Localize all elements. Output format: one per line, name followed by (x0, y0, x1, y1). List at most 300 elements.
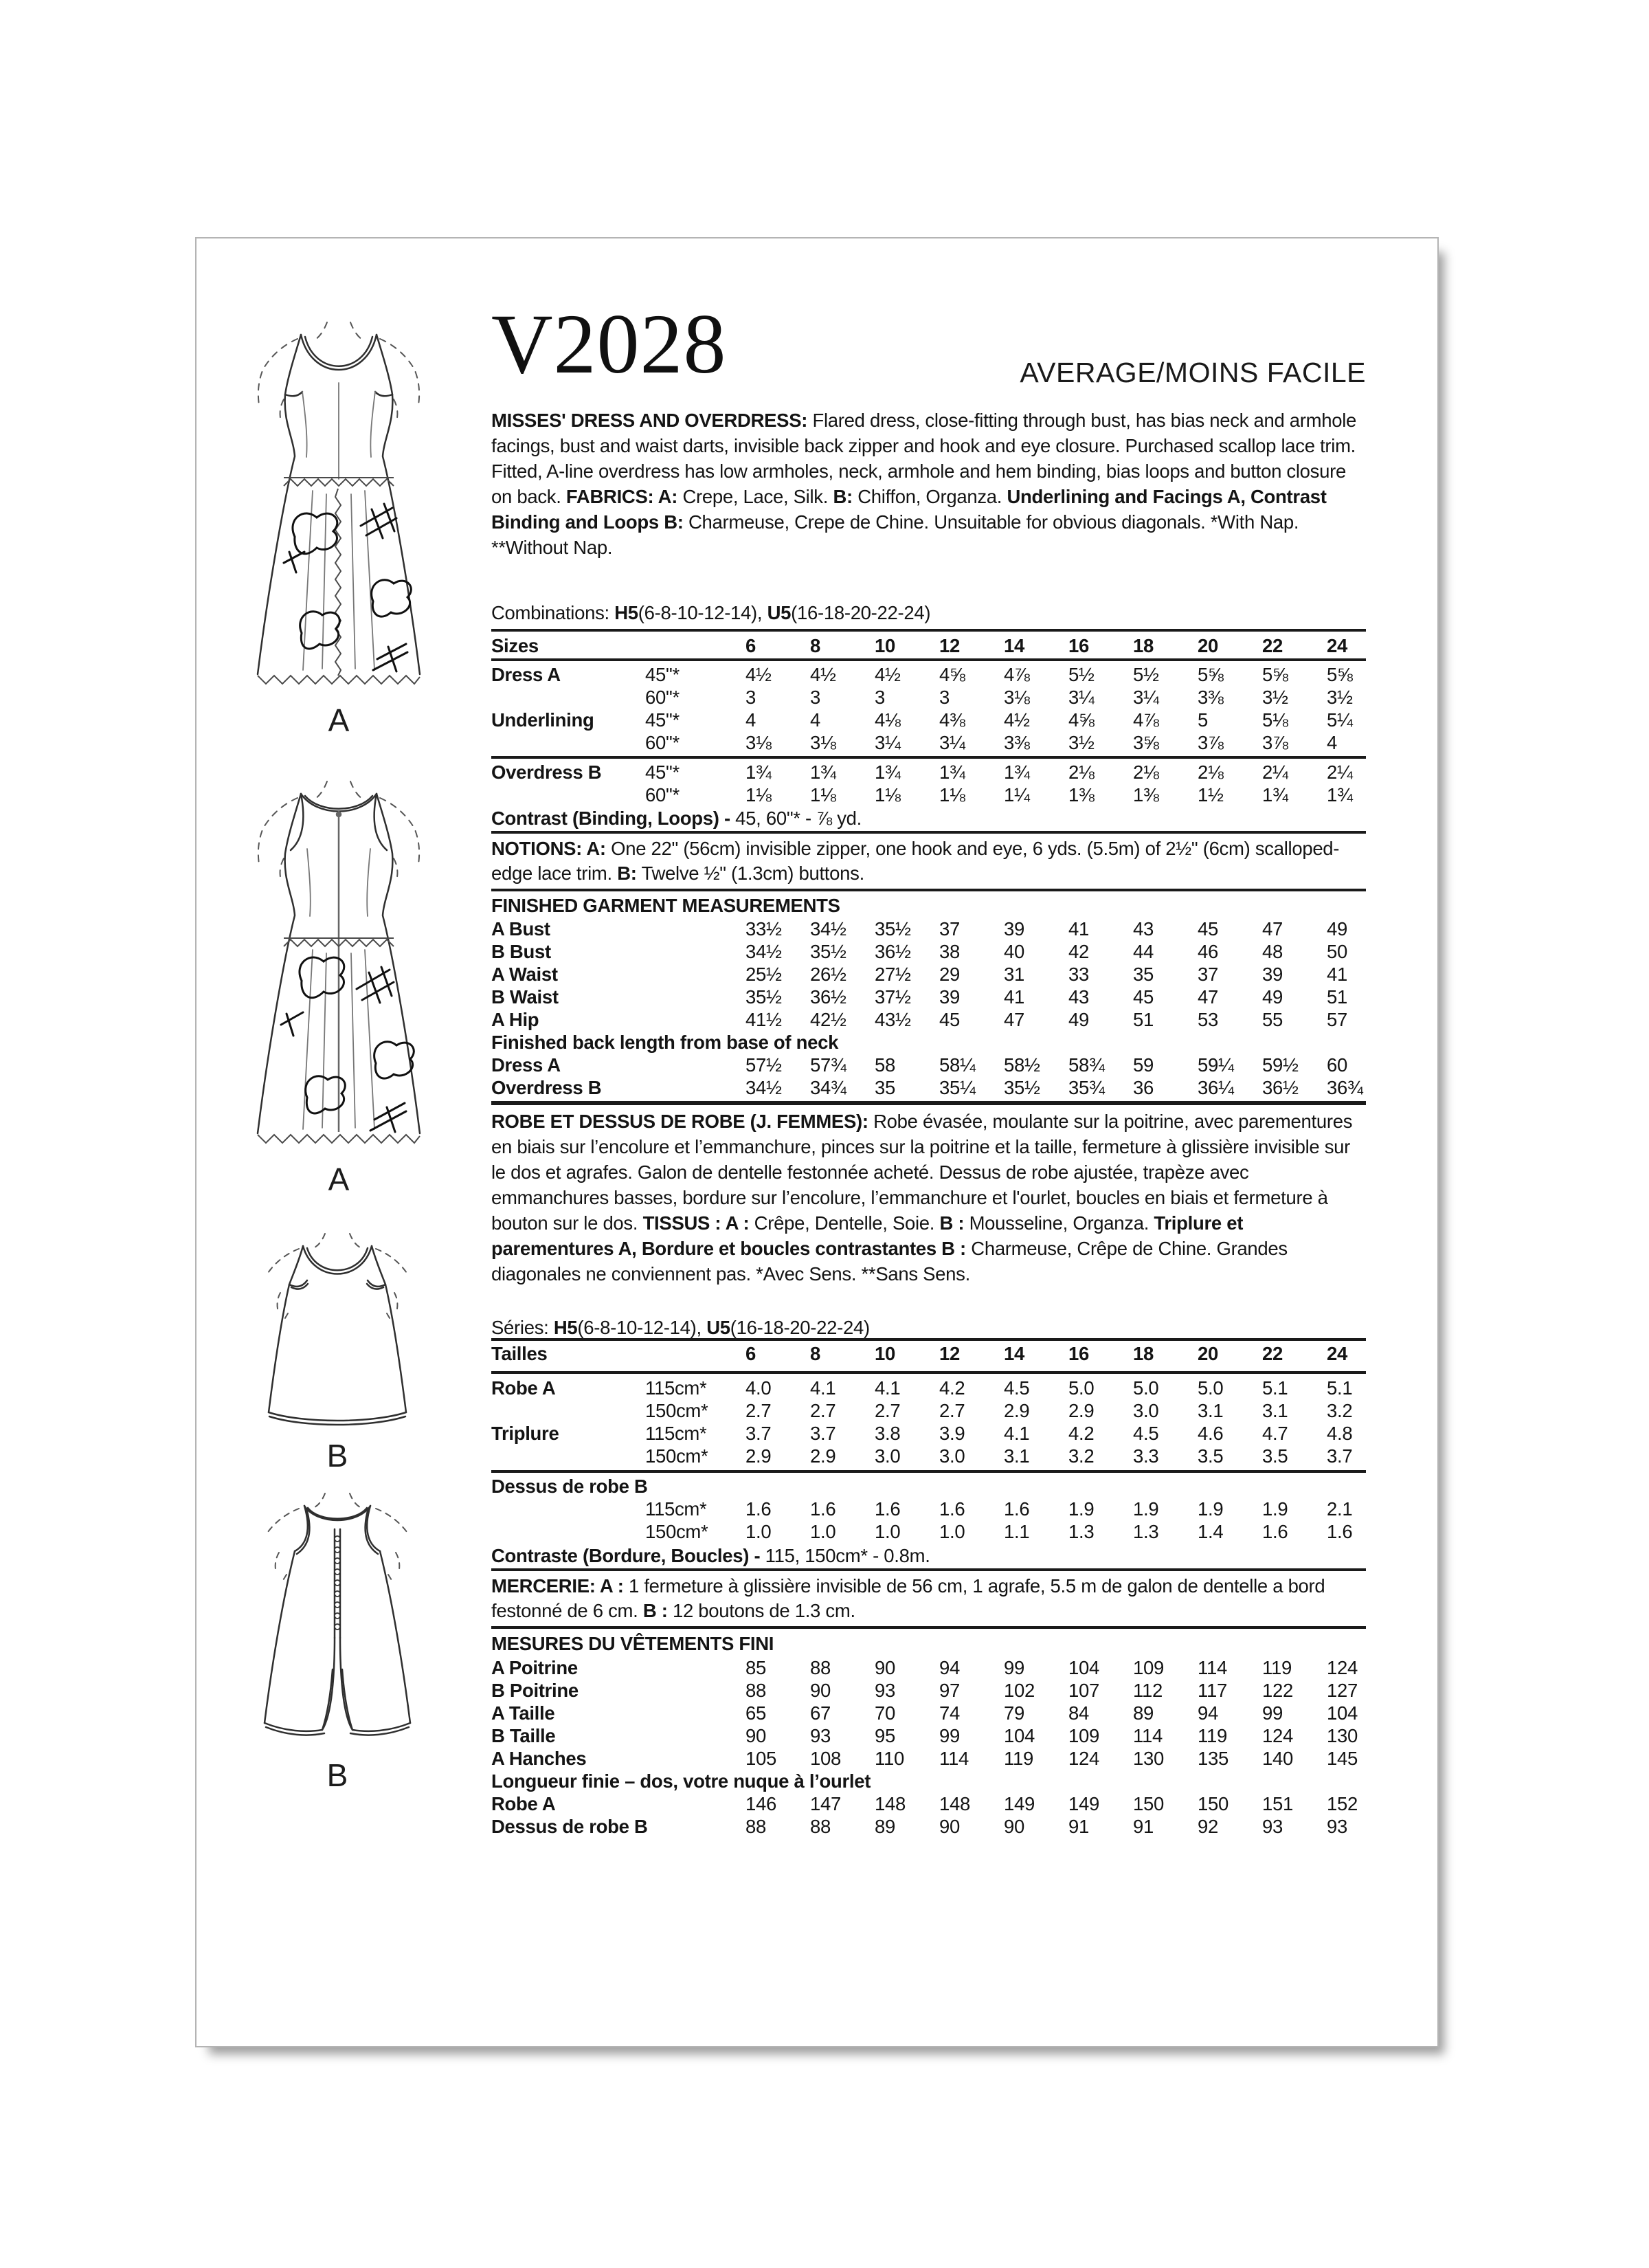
text-run: (16-18-20-22-24) (730, 1317, 870, 1338)
mesures-vetements-fini-title: MESURES DU VÊTEMENTS FINI (491, 1633, 774, 1654)
table-cell: 6 (745, 635, 756, 656)
table-cell: 90 (745, 1725, 766, 1746)
row-label: B Bust (491, 941, 551, 962)
table-cell: 4 (1327, 732, 1337, 753)
table-row (491, 918, 1366, 940)
table-cell: 3.5 (1198, 1445, 1224, 1467)
table-cell: 4⅞ (1004, 664, 1030, 685)
row-width-label: 60"* (645, 732, 680, 753)
table-cell: 127 (1327, 1680, 1358, 1701)
table-cell: 1.9 (1198, 1498, 1224, 1520)
table-cell: 90 (1004, 1816, 1024, 1837)
table-cell: 20 (1198, 635, 1218, 656)
table-cell: 55 (1262, 1009, 1283, 1030)
table-row (491, 1031, 1366, 1054)
divider (491, 756, 1366, 759)
table-cell: 3⅛ (1004, 687, 1030, 708)
table-cell: 1.6 (1262, 1521, 1288, 1542)
table-cell: 112 (1133, 1680, 1163, 1701)
table-cell: 5½ (1133, 664, 1159, 685)
table-cell: 3¼ (939, 732, 965, 753)
table-cell: 5.1 (1262, 1377, 1288, 1399)
table-cell: 3 (875, 687, 885, 708)
text-run: Flared dress, close-fitting through bust, has bias neck and armhole facings, bust and waist darts, invisible back zipper and hook and eye closure. Purchased scallop lace trim. Fitted, A-line overdress has low armholes, neck, armhole and hem binding, bias loops and button closure on back. (491, 410, 1357, 507)
table-cell: 5⅝ (1262, 664, 1288, 685)
table-row (491, 1679, 1366, 1702)
bold-text-run: Contraste (Bordure, Boucles) - (491, 1545, 765, 1566)
table-cell: 1.6 (810, 1498, 836, 1520)
table-row (491, 986, 1366, 1008)
bold-text-run: U5 (767, 602, 792, 623)
table-cell: 102 (1004, 1680, 1035, 1701)
table-cell: 93 (875, 1680, 895, 1701)
table-cell: 43 (1068, 986, 1089, 1008)
row-label: Tailles (491, 1343, 548, 1364)
table-cell: 150 (1133, 1793, 1164, 1814)
table-cell: 88 (745, 1816, 766, 1837)
table-cell: 53 (1198, 1009, 1218, 1030)
text-run: Twelve ½" (1.3cm) buttons. (636, 863, 864, 884)
table-cell: 3¼ (1133, 687, 1159, 708)
table-cell: 5 (1198, 709, 1208, 731)
table-cell: 46 (1198, 941, 1218, 962)
table-cell: 3.0 (1133, 1400, 1159, 1421)
table-cell: 89 (1133, 1702, 1154, 1724)
bold-text-run: B : (642, 1600, 668, 1621)
table-cell: 1¾ (810, 761, 836, 783)
table-cell: 26½ (810, 964, 846, 985)
table-cell: 147 (810, 1793, 841, 1814)
divider (491, 1470, 1366, 1473)
table-cell: 35½ (810, 941, 846, 962)
table-cell: 5⅛ (1262, 709, 1288, 731)
table-cell: 1⅜ (1068, 784, 1095, 805)
table-row (491, 1792, 1366, 1815)
table-row (491, 1422, 1366, 1445)
table-cell: 12 (939, 1343, 960, 1364)
table-cell: 84 (1068, 1702, 1089, 1724)
divider (491, 1338, 1366, 1341)
yardage-table-overdress (491, 761, 1366, 806)
table-cell: 4.0 (745, 1377, 772, 1399)
bold-text-run: Underlining and Facings A, Contrast Binding and Loops B: (491, 486, 1327, 533)
table-cell: 119 (1004, 1748, 1033, 1769)
table-row (491, 1008, 1366, 1031)
bold-text-run: MISSES' DRESS AND OVERDRESS: (491, 410, 813, 431)
contraste-metrage-line (491, 1544, 1366, 1567)
table-cell: 3.7 (745, 1423, 772, 1444)
bold-text-run: ROBE ET DESSUS DE ROBE (J. FEMMES): (491, 1111, 874, 1132)
table-cell: 1⅛ (875, 784, 901, 805)
table-cell: 29 (939, 964, 960, 985)
text-run: (16-18-20-22-24) (791, 602, 931, 623)
table-cell: 150 (1198, 1793, 1229, 1814)
table-cell: 114 (939, 1748, 969, 1769)
table-row (491, 686, 1366, 709)
table-cell: 49 (1068, 1009, 1089, 1030)
table-cell: 42½ (810, 1009, 846, 1030)
row-label: B Waist (491, 986, 559, 1008)
table-cell: 18 (1133, 1343, 1154, 1364)
table-cell: 34½ (810, 918, 846, 940)
divider (491, 658, 1366, 661)
table-cell: 47 (1262, 918, 1283, 940)
divider (491, 889, 1366, 891)
table-cell: 39 (1004, 918, 1024, 940)
text-run: (6-8-10-12-14), (638, 602, 767, 623)
table-cell: 104 (1068, 1657, 1099, 1678)
table-cell: 3.1 (1004, 1445, 1030, 1467)
table-cell: 91 (1133, 1816, 1154, 1837)
table-row (491, 634, 1366, 657)
row-label: Dress A (491, 664, 561, 685)
table-cell: 3.0 (875, 1445, 901, 1467)
description-french (491, 1109, 1366, 1287)
table-cell: 3.3 (1133, 1445, 1159, 1467)
table-cell: 24 (1327, 635, 1347, 656)
row-width-label: 45"* (645, 761, 680, 783)
bold-text-run: Contrast (Binding, Loops) - (491, 808, 736, 829)
text-run: 12 boutons de 1.3 cm. (667, 1600, 855, 1621)
table-cell: 36¼ (1198, 1077, 1234, 1098)
table-row (491, 1815, 1366, 1838)
divider (491, 1371, 1366, 1374)
table-cell: 45 (939, 1009, 960, 1030)
table-cell: 5¼ (1327, 709, 1353, 731)
overdress-b-front-sketch (241, 1230, 434, 1436)
table-cell: 124 (1327, 1657, 1358, 1678)
text-run: (6-8-10-12-14), (577, 1317, 707, 1338)
table-cell: 37½ (875, 986, 911, 1008)
finished-garment-measurements-table (491, 918, 1366, 1099)
table-cell: 1¼ (1004, 784, 1030, 805)
row-label: Dessus de robe B (491, 1816, 648, 1837)
row-label: Overdress B (491, 1077, 602, 1098)
table-row (491, 761, 1366, 783)
text-run: Crepe, Lace, Silk. (677, 486, 833, 507)
table-cell: 2.9 (810, 1445, 836, 1467)
table-row (491, 963, 1366, 986)
table-cell: 135 (1198, 1748, 1229, 1769)
row-label (491, 1445, 645, 1467)
table-cell: 3½ (1262, 687, 1288, 708)
table-cell: 57½ (745, 1054, 782, 1076)
table-cell: 2⅛ (1133, 761, 1159, 783)
bold-text-run: U5 (706, 1317, 730, 1338)
table-cell: 57¾ (810, 1054, 846, 1076)
table-row (491, 709, 1366, 731)
table-cell: 5½ (1068, 664, 1095, 685)
row-label: Sizes (491, 635, 539, 656)
table-cell: 10 (875, 1343, 895, 1364)
divider (491, 629, 1366, 632)
table-cell: 44 (1133, 941, 1154, 962)
table-cell: 140 (1262, 1748, 1293, 1769)
table-cell: 4.2 (939, 1377, 965, 1399)
table-cell: 3⅛ (810, 732, 836, 753)
table-cell: 3 (745, 687, 756, 708)
table-cell: 114 (1133, 1725, 1163, 1746)
table-cell: 50 (1327, 941, 1347, 962)
table-cell: 1.6 (1327, 1521, 1353, 1542)
table-cell: 1.3 (1068, 1521, 1095, 1542)
table-cell: 36 (1133, 1077, 1154, 1098)
table-cell: 95 (875, 1725, 895, 1746)
table-cell: 90 (810, 1680, 831, 1701)
table-cell: 1¾ (1262, 784, 1288, 805)
table-cell: 2¼ (1262, 761, 1288, 783)
text-run: Crêpe, Dentelle, Soie. (749, 1212, 940, 1234)
view-label-b-front: B (326, 1438, 348, 1474)
row-width-label: 115cm* (645, 1377, 707, 1399)
row-width-label: 150cm* (645, 1521, 708, 1542)
table-cell: 35½ (875, 918, 911, 940)
table-cell: 4.1 (875, 1377, 901, 1399)
table-cell: 58¼ (939, 1054, 976, 1076)
table-cell: 43 (1133, 918, 1154, 940)
view-label-a-front: A (328, 702, 350, 738)
table-cell: 5.0 (1198, 1377, 1224, 1399)
table-cell: 49 (1327, 918, 1347, 940)
table-cell: 145 (1327, 1748, 1358, 1769)
table-cell: 97 (939, 1680, 960, 1701)
pattern-envelope-page (195, 237, 1439, 2047)
row-width-label: 150cm* (645, 1445, 708, 1467)
table-cell: 3.1 (1198, 1400, 1224, 1421)
row-width-label (645, 634, 745, 657)
table-cell: 1.6 (875, 1498, 901, 1520)
table-cell: 1.4 (1198, 1521, 1224, 1542)
finished-garment-measurements-title: FINISHED GARMENT MEASUREMENTS (491, 895, 840, 916)
table-cell: 41 (1327, 964, 1347, 985)
row-label: A Taille (491, 1702, 555, 1724)
table-cell: 4½ (1004, 709, 1030, 731)
table-cell: 35¾ (1068, 1077, 1105, 1098)
text-run: Mousseline, Organza. (964, 1212, 1154, 1234)
table-cell: 1.9 (1068, 1498, 1095, 1520)
table-row (491, 1054, 1366, 1076)
table-row (491, 1520, 1366, 1543)
table-cell: 65 (745, 1702, 766, 1724)
table-cell: 42 (1068, 941, 1089, 962)
table-cell: 146 (745, 1793, 776, 1814)
table-cell: 58½ (1004, 1054, 1040, 1076)
table-cell: 110 (875, 1748, 904, 1769)
table-cell: 8 (810, 1343, 820, 1364)
text-run: One 22" (56cm) invisible zipper, one hook and eye, 6 yds. (5.5m) of 2½" (6cm) scalloped-edge lace trim. (491, 838, 1340, 884)
table-cell: 3⅞ (1198, 732, 1224, 753)
table-cell: 22 (1262, 1343, 1283, 1364)
table-row (491, 1076, 1366, 1099)
table-cell: 48 (1262, 941, 1283, 962)
table-cell: 12 (939, 635, 960, 656)
table-cell: 1⅜ (1133, 784, 1159, 805)
figure-dress-a-front (234, 315, 444, 736)
yardage-table-dress-underlining (491, 663, 1366, 754)
table-cell: 31 (1004, 964, 1024, 985)
table-cell: 14 (1004, 1343, 1024, 1364)
table-cell: 3 (939, 687, 950, 708)
table-cell: 3¼ (875, 732, 901, 753)
pattern-number: V2028 (491, 297, 727, 391)
table-cell: 4.6 (1198, 1423, 1224, 1444)
table-cell: 5.0 (1068, 1377, 1095, 1399)
table-cell: 3½ (1068, 732, 1095, 753)
row-width-label: 115cm* (645, 1498, 707, 1520)
row-label: Finished back length from base of neck (491, 1032, 839, 1053)
table-cell: 124 (1262, 1725, 1293, 1746)
table-cell: 3⅜ (1198, 687, 1224, 708)
table-cell: 152 (1327, 1793, 1358, 1814)
table-cell: 2.7 (745, 1400, 772, 1421)
table-cell: 1.0 (939, 1521, 965, 1542)
sizes-header-row (491, 634, 1366, 657)
table-cell: 1.6 (745, 1498, 772, 1520)
table-cell: 20 (1198, 1343, 1218, 1364)
row-width-label: 45"* (645, 709, 680, 731)
table-cell: 3.8 (875, 1423, 901, 1444)
table-cell: 3 (810, 687, 820, 708)
row-width-label: 45"* (645, 664, 680, 685)
row-label: A Hip (491, 1009, 539, 1030)
row-label (491, 1399, 645, 1422)
table-cell: 5.0 (1133, 1377, 1159, 1399)
bold-text-run: B: (833, 486, 853, 507)
table-cell: 114 (1198, 1657, 1227, 1678)
table-cell: 2.1 (1327, 1498, 1353, 1520)
table-cell: 74 (939, 1702, 960, 1724)
table-cell: 4½ (875, 664, 901, 685)
table-cell: 1.3 (1133, 1521, 1159, 1542)
bold-text-run: NOTIONS: A: (491, 838, 606, 859)
table-cell: 39 (939, 986, 960, 1008)
table-cell: 14 (1004, 635, 1024, 656)
table-cell: 4 (810, 709, 820, 731)
table-cell: 8 (810, 635, 820, 656)
row-label: A Poitrine (491, 1657, 578, 1678)
table-cell: 36½ (810, 986, 846, 1008)
table-cell: 59½ (1262, 1054, 1299, 1076)
table-row (491, 1377, 1366, 1399)
table-cell: 93 (1327, 1816, 1347, 1837)
bold-text-run: FABRICS: A: (565, 486, 678, 507)
text-run: Séries: (491, 1317, 554, 1338)
table-cell: 4.5 (1133, 1423, 1159, 1444)
table-cell: 107 (1068, 1680, 1099, 1701)
table-cell: 4⅞ (1133, 709, 1159, 731)
table-cell: 40 (1004, 941, 1024, 962)
tailles-header-row (491, 1342, 1366, 1365)
table-cell: 2.7 (939, 1400, 965, 1421)
table-cell: 3⅞ (1262, 732, 1288, 753)
table-cell: 43½ (875, 1009, 911, 1030)
table-cell: 1.6 (1004, 1498, 1030, 1520)
table-cell: 4½ (745, 664, 772, 685)
table-cell: 35 (1133, 964, 1154, 985)
table-cell: 148 (939, 1793, 970, 1814)
table-cell: 1.9 (1133, 1498, 1159, 1520)
table-cell: 90 (939, 1816, 960, 1837)
table-cell: 2.7 (810, 1400, 836, 1421)
table-cell: 36½ (1262, 1077, 1299, 1098)
table-cell: 57 (1327, 1009, 1347, 1030)
table-cell: 3.7 (810, 1423, 836, 1444)
table-cell: 4⅜ (939, 709, 965, 731)
row-width-label (645, 1342, 745, 1365)
table-cell: 59¼ (1198, 1054, 1234, 1076)
table-cell: 4⅝ (1068, 709, 1095, 731)
table-row (491, 1475, 1366, 1498)
table-cell: 148 (875, 1793, 906, 1814)
table-cell: 1¾ (875, 761, 901, 783)
table-cell: 91 (1068, 1816, 1089, 1837)
figure-overdress-b-front (239, 1230, 436, 1474)
divider (491, 1568, 1366, 1571)
row-label (491, 731, 645, 754)
mesures-vetements-fini-table (491, 1656, 1366, 1838)
table-cell: 92 (1198, 1816, 1218, 1837)
table-cell: 10 (875, 635, 895, 656)
text-run: Charmeuse, Crepe de Chine. Unsuitable for obvious diagonals. *With Nap. **Without Nap. (491, 511, 1299, 558)
divider-heavy (491, 1101, 1366, 1105)
table-cell: 27½ (875, 964, 911, 985)
table-cell: 4.7 (1262, 1423, 1288, 1444)
row-label: Underlining (491, 709, 594, 731)
table-cell: 1.0 (745, 1521, 772, 1542)
table-cell: 35¼ (939, 1077, 976, 1098)
table-cell: 4.1 (1004, 1423, 1030, 1444)
mercerie-paragraph (491, 1574, 1366, 1623)
table-cell: 109 (1068, 1725, 1099, 1746)
table-cell: 34¾ (810, 1077, 846, 1098)
bold-text-run: H5 (614, 602, 638, 623)
table-cell: 3⅜ (1004, 732, 1030, 753)
table-row (491, 1724, 1366, 1747)
table-cell: 22 (1262, 635, 1283, 656)
table-cell: 1¾ (1327, 784, 1353, 805)
table-cell: 104 (1004, 1725, 1035, 1746)
row-label: A Waist (491, 964, 558, 985)
combinations-caption (491, 601, 1366, 624)
table-cell: 109 (1133, 1657, 1164, 1678)
row-label: A Hanches (491, 1748, 587, 1769)
table-cell: 3.0 (939, 1445, 965, 1467)
table-cell: 1.6 (939, 1498, 965, 1520)
table-cell: 3¼ (1068, 687, 1095, 708)
table-cell: 2.9 (745, 1445, 772, 1467)
table-cell: 3⅛ (745, 732, 772, 753)
table-cell: 104 (1327, 1702, 1358, 1724)
text-run: 115, 150cm* - 0.8m. (765, 1545, 930, 1566)
table-cell: 41½ (745, 1009, 782, 1030)
table-cell: 105 (745, 1748, 776, 1769)
table-cell: 58 (875, 1054, 895, 1076)
table-cell: 1⅛ (745, 784, 772, 805)
figure-dress-a-back (234, 775, 444, 1195)
difficulty-rating: AVERAGE/MOINS FACILE (1020, 357, 1366, 388)
metrage-table-robe-triplure (491, 1377, 1366, 1467)
finished-garment-measurements-section (491, 894, 1366, 1099)
table-cell: 1.0 (875, 1521, 901, 1542)
table-cell: 35½ (745, 986, 782, 1008)
table-cell: 1⅛ (810, 784, 836, 805)
table-cell: 18 (1133, 635, 1154, 656)
divider (491, 1626, 1366, 1629)
table-cell: 37 (939, 918, 960, 940)
bold-text-run: Triplure et parementures A, Bordure et boucles contrastantes B : (491, 1212, 1244, 1259)
table-cell: 130 (1327, 1725, 1358, 1746)
text-run: Robe évasée, moulante sur la poitrine, avec parementures en biais sur l’encolure et l’emmanchure, pinces sur la poitrine et la taille, fermeture à glissière invisible sur le dos et agrafes. Galon de dentelle festonnée acheté. Dessus de robe ajustée, trapèze avec emmanchures basses, bordure sur l’encolure, l’emmanchure et l'ourlet, boucles en biais et fermeture à bouton sur le dos. (491, 1111, 1353, 1234)
